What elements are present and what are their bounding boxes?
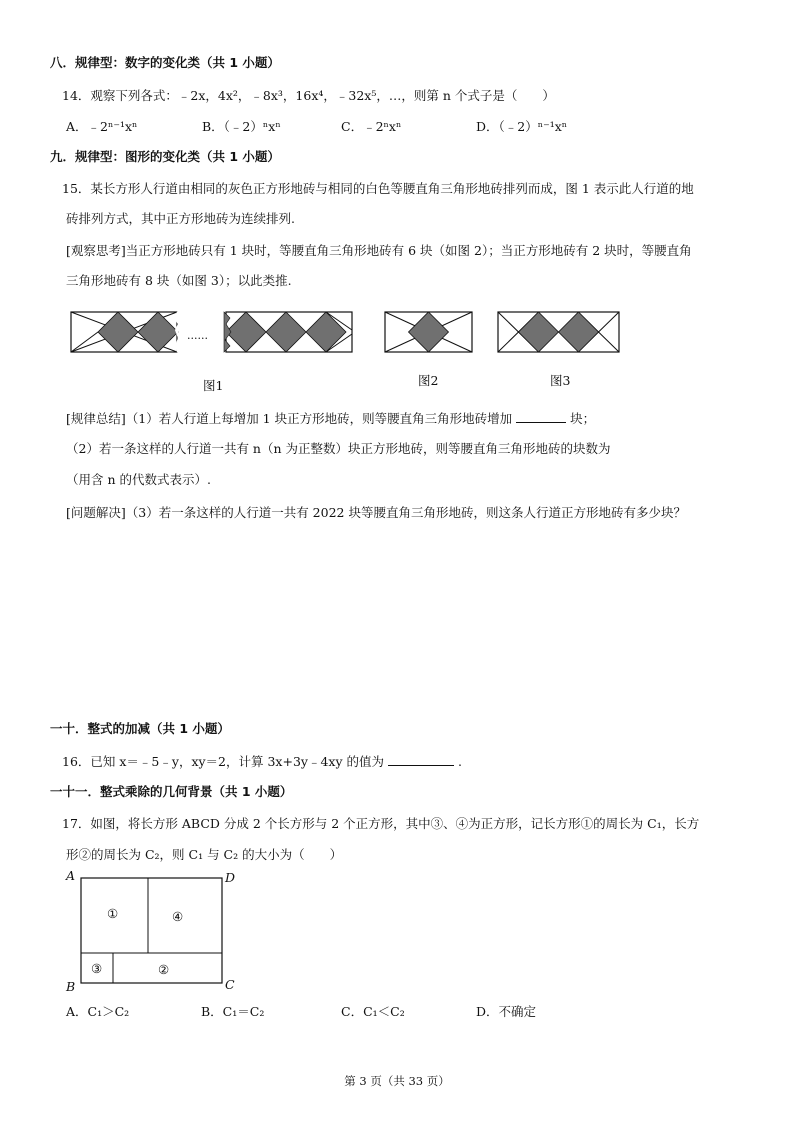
q17-line2: 形②的周长为 C₂，则 C₁ 与 C₂ 的大小为（ ） [66,847,343,862]
q16 [62,753,462,770]
q15-line2: 砖排列方式，其中正方形地砖为连续排列. [66,211,295,226]
section-heading-10: 一十．整式的加减（共 1 小题） [50,721,230,736]
gray-square-tile [138,312,178,352]
gray-square-tile [98,312,138,352]
region-1-label: ① [107,906,119,921]
answer-blank[interactable] [388,753,454,766]
page-footer: 第 3 页（共 33 页） [344,1074,450,1088]
corner-label-c: C [225,977,235,992]
answer-blank[interactable] [516,410,566,423]
gray-square-tile [519,312,559,352]
section-heading-11: 一十一．整式乘除的几何背景（共 1 小题） [50,784,293,799]
gray-square-tile [409,312,449,352]
q16-text: 16．已知 x＝﹣5﹣y，xy＝2，计算 3x+3y﹣4xy 的值为 [62,754,385,769]
region-3-label: ③ [91,961,103,976]
corner-label-a: A [66,868,76,883]
section-heading-8: 八．规律型：数字的变化类（共 1 小题） [50,55,280,70]
q14-stem: 14．观察下列各式：﹣2x，4x²，﹣8x³，16x⁴，﹣32x⁵，…，则第 n 个式子是（ ） [62,88,555,103]
figure-1 [66,308,358,360]
q15-part1-text: [规律总结]（1）若人行道上每增加 1 块正方形地砖，则等腰直角三角形地砖增加 [66,411,513,426]
gray-square-tile [226,312,266,352]
q14-option-a: A．﹣2ⁿ⁻¹xⁿ [66,119,138,134]
corner-label-d: D [225,870,236,885]
q15-part2-line2: （用含 n 的代数式表示）. [66,472,211,487]
q15-line3: [观察思考]当正方形地砖只有 1 块时，等腰直角三角形地砖有 6 块（如图 2）；当正方形地砖有 2 块时，等腰直角 [66,243,692,258]
q17-option-b: B．C₁＝C₂ [201,1004,265,1019]
corner-label-b: B [66,979,76,994]
q15-part1-suffix: 块； [570,411,596,426]
figure-1-label: 图1 [203,378,224,393]
q16-suffix: . [458,754,462,769]
q17-option-d: D．不确定 [476,1004,537,1019]
q15-part1 [66,410,595,427]
gray-square-tile [266,312,306,352]
q17-line1: 17．如图，将长方形 ABCD 分成 2 个长方形与 2 个正方形，其中③、④为正方形，记长方形①的周长为 C₁，长方 [62,816,700,831]
q17-option-a: A．C₁＞C₂ [66,1004,130,1019]
region-4-label: ④ [172,909,184,924]
q17-option-c: C．C₁＜C₂ [341,1004,405,1019]
q14-option-d: D．（﹣2）ⁿ⁻¹xⁿ [476,119,568,134]
q14-option-b: B．（﹣2）ⁿxⁿ [202,119,281,134]
figure-3 [495,308,623,356]
section-heading-9: 九．规律型：图形的变化类（共 1 小题） [50,149,280,164]
region-2-label: ② [158,962,170,977]
figure-2-label: 图2 [418,373,439,388]
figure-1-dots: ...... [187,329,208,342]
q15-line1: 15．某长方形人行道由相同的灰色正方形地砖与相同的白色等腰直角三角形地砖排列而成，图 1 表示此人行道的地 [62,181,694,196]
torn-edge [224,312,231,352]
figure-2 [382,308,476,356]
q15-line4: 三角形地砖有 8 块（如图 3）；以此类推. [66,273,292,288]
gray-square-tile [306,312,346,352]
q15-part2-line1: （2）若一条这样的人行道一共有 n（n 为正整数）块正方形地砖，则等腰直角三角形地砖的块数为 [66,441,611,456]
gray-square-tile [559,312,599,352]
q15-part3: [问题解决]（3）若一条这样的人行道一共有 2022 块等腰直角三角形地砖，则这条人行道正方形地砖有多少块？ [66,505,686,520]
figure-3-label: 图3 [550,373,571,388]
q14-option-c: C．﹣2ⁿxⁿ [341,119,402,134]
